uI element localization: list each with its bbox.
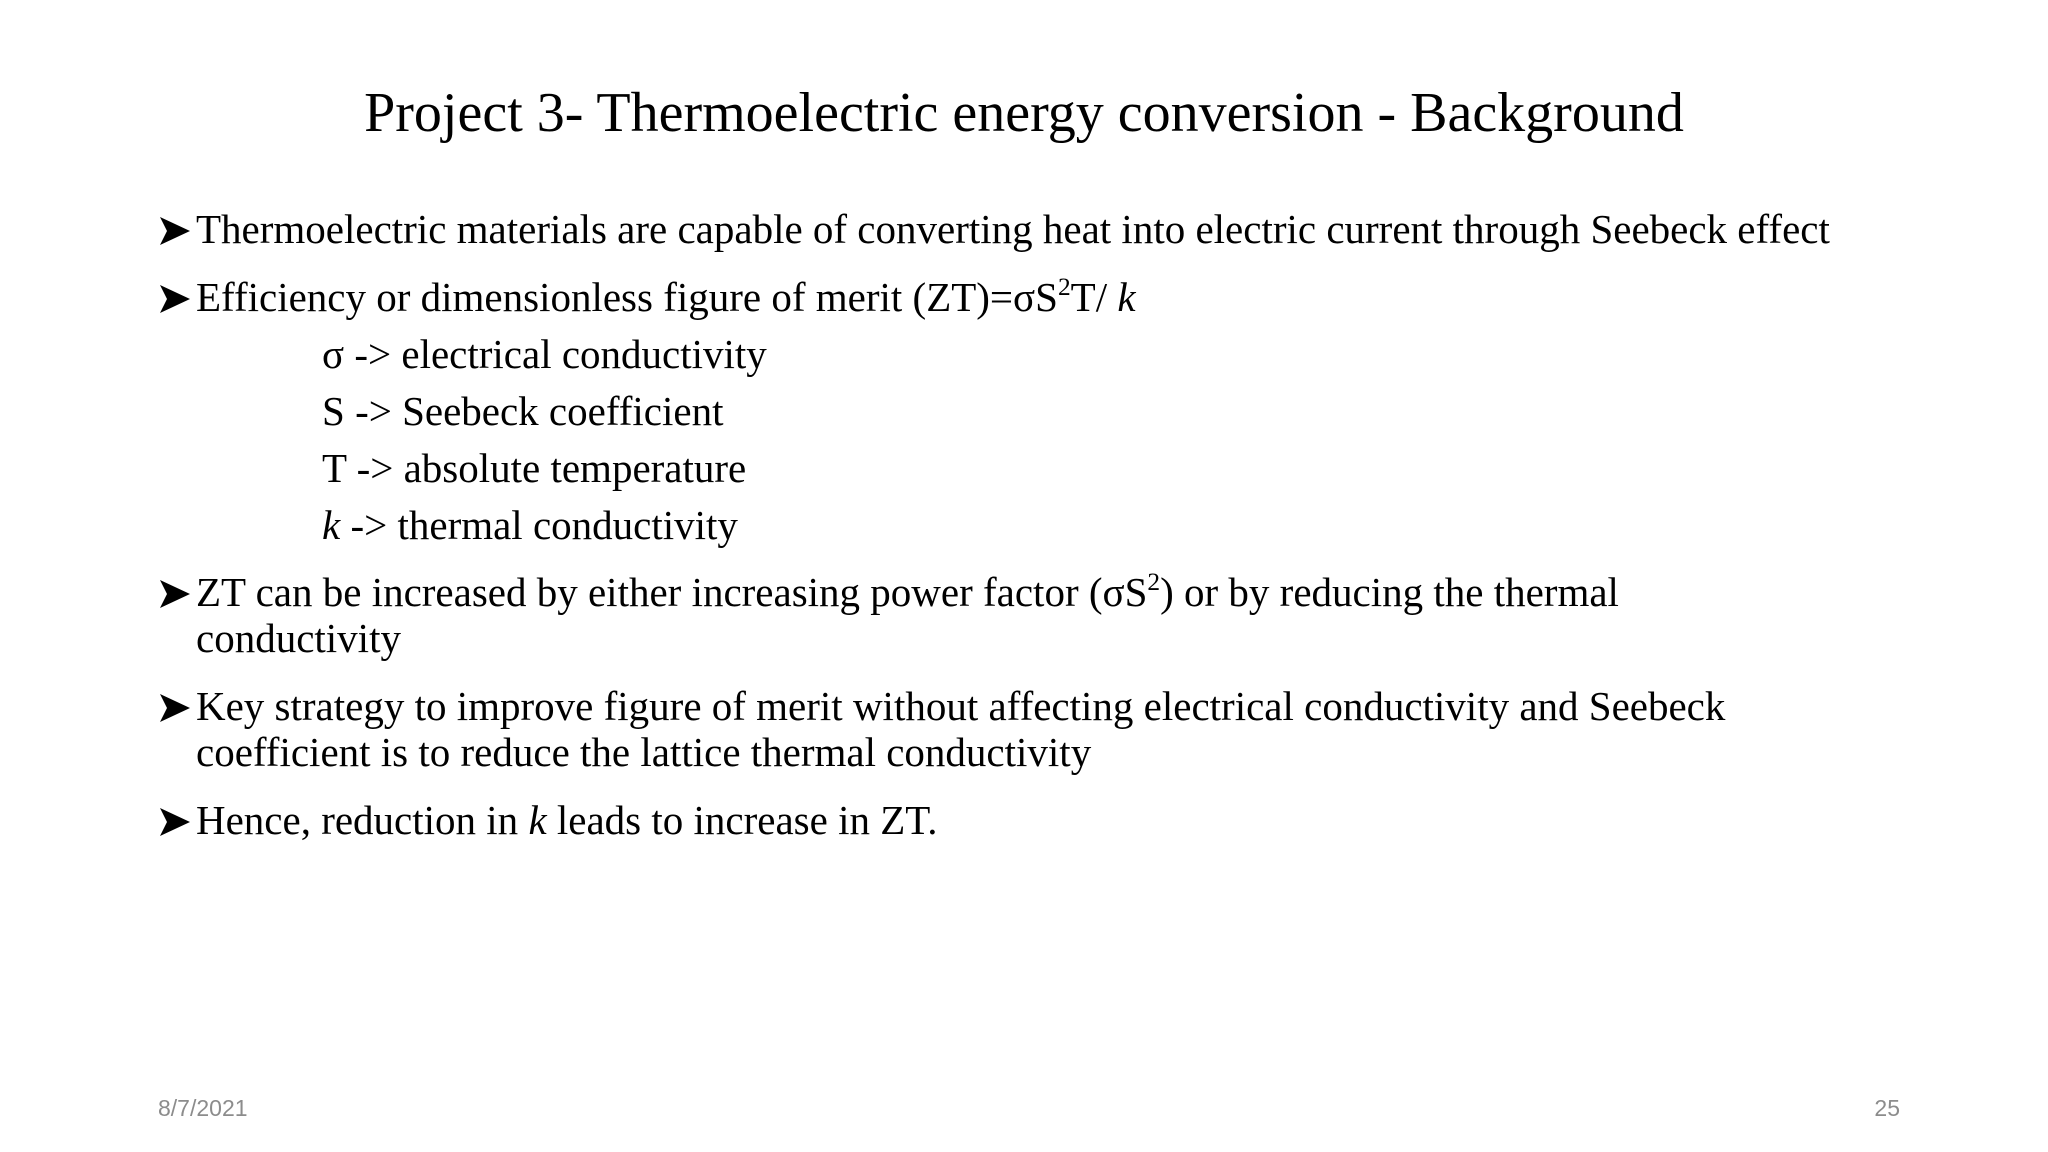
definition-text: -> thermal conductivity <box>340 502 738 548</box>
bullet-text: ) or by reducing the thermal <box>1160 569 1619 615</box>
bullet-text: ZT can be increased by either increasing power factor (σS <box>196 569 1148 615</box>
bullet-text: leads to increase in ZT. <box>546 797 938 843</box>
definition-symbol: S <box>322 388 345 434</box>
definition-symbol: σ <box>322 331 345 377</box>
italic-symbol: k <box>1117 274 1136 320</box>
bullet-text: Thermoelectric materials are capable of converting heat into electric current through Seebeck effect <box>196 206 1830 252</box>
bullet-text: Hence, reduction in <box>196 797 529 843</box>
slide-title: Project 3- Thermoelectric energy conversion - Background <box>364 82 1684 144</box>
bullet-text: conductivity <box>196 615 401 661</box>
arrowhead-bullet-icon <box>158 683 196 729</box>
italic-symbol: k <box>528 797 547 843</box>
definition-text: -> Seebeck coefficient <box>344 388 724 434</box>
footer-page-number: 25 <box>1874 1095 1900 1121</box>
definition-item <box>322 502 738 548</box>
arrowhead-bullet-icon <box>158 206 196 252</box>
superscript: 2 <box>1147 568 1161 597</box>
arrowhead-bullet-icon <box>158 274 196 320</box>
definition-item <box>322 388 723 434</box>
definition-symbol: T <box>322 445 347 491</box>
bullet-text: Key strategy to improve figure of merit without affecting electrical conductivity and Seebeck <box>196 683 1726 729</box>
definition-item <box>322 331 767 377</box>
bullet-text: Efficiency or dimensionless figure of merit (ZT)=σS <box>196 274 1058 320</box>
definition-text: -> electrical conductivity <box>344 331 767 377</box>
definition-item <box>322 445 746 491</box>
definition-text: -> absolute temperature <box>346 445 747 491</box>
bullet-text: T/ <box>1070 274 1118 320</box>
arrowhead-bullet-icon <box>158 797 196 843</box>
bullet-text: coefficient is to reduce the lattice thermal conductivity <box>196 729 1092 775</box>
arrowhead-bullet-icon <box>158 569 196 615</box>
definition-symbol: k <box>322 502 341 548</box>
superscript: 2 <box>1057 273 1071 302</box>
footer-date: 8/7/2021 <box>158 1095 248 1121</box>
